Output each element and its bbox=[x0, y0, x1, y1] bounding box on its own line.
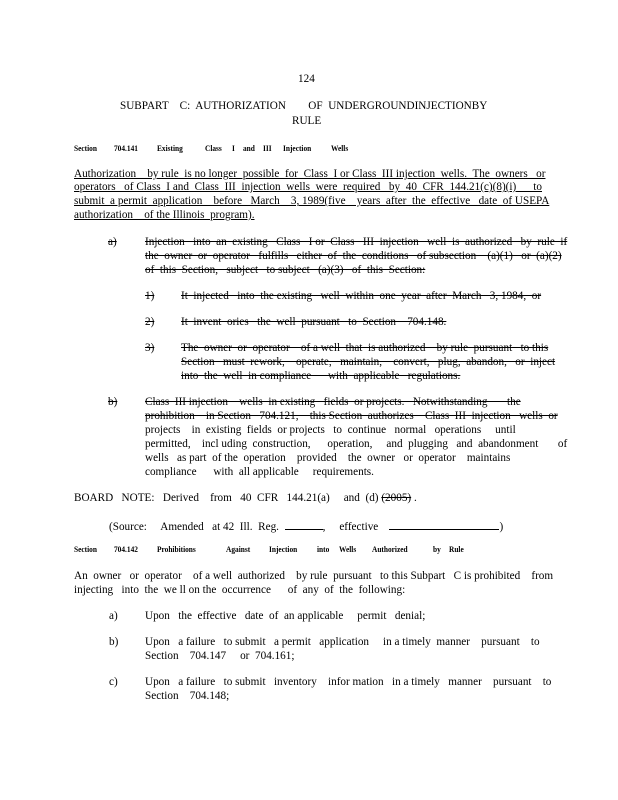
list-label: a) bbox=[109, 610, 118, 622]
struck-line: Class III injection wells in existing fields or projects. Notwithstanding the bbox=[145, 396, 521, 408]
list-item: Upon a failure to submit inventory infor mation in a timely manner pursuant to bbox=[145, 676, 552, 688]
paragraph-line: submit a permit application before March 3, 1989(five years after the effective date of USEPA bbox=[74, 195, 550, 207]
section-title-word: by bbox=[433, 545, 441, 554]
subsection-label: b) bbox=[108, 396, 118, 408]
section-title-word: Injection bbox=[283, 144, 312, 153]
source-blank-reg bbox=[285, 518, 323, 530]
paragraph-line: permitted, incl uding construction, operation, and plugging and abandonment of bbox=[145, 438, 568, 450]
struck-line: Section must rework, operate, maintain, convert, plug, abandon, or inject bbox=[181, 356, 556, 368]
paragraph-line: injecting into the we ll on the occurrence of any of the following: bbox=[74, 584, 406, 596]
struck-line: prohibition in Section 704.121, this Section authorizes Class III injection wells or bbox=[145, 410, 558, 422]
section-title-word: Injection bbox=[269, 545, 298, 554]
list-label: c) bbox=[109, 676, 118, 688]
section-title-word: I bbox=[232, 144, 235, 153]
list-item: Section 704.147 or 704.161; bbox=[145, 650, 295, 662]
section-title-word: and bbox=[243, 144, 255, 153]
source-comma: , bbox=[322, 521, 326, 533]
subpart-heading: SUBPART C: AUTHORIZATION OF UNDERGROUNDINJECTIONBY bbox=[120, 100, 488, 112]
section-title-word: into bbox=[317, 545, 330, 554]
subsection-label: 2) bbox=[145, 316, 155, 328]
paragraph-line: wells as part of the operation provided the owner or operator maintains bbox=[145, 452, 511, 464]
section-label: Section bbox=[74, 144, 97, 153]
section-title-word: Authorized bbox=[372, 545, 408, 554]
section-title-word: Class bbox=[205, 144, 222, 153]
subsection-label: 1) bbox=[145, 290, 155, 302]
paragraph-line: authorization of the Illinois program). bbox=[74, 209, 255, 221]
section-title-word: Prohibitions bbox=[157, 545, 196, 554]
list-label: b) bbox=[109, 636, 119, 648]
list-item: Section 704.148; bbox=[145, 690, 230, 702]
section-title-word: Rule bbox=[449, 545, 464, 554]
struck-line: The owner or operator of a well that is authorized by rule pursuant to this bbox=[181, 342, 549, 354]
subsection-label: 3) bbox=[145, 342, 155, 354]
list-item: Upon the effective date of an applicable permit denial; bbox=[145, 610, 426, 622]
board-note-text: BOARD NOTE: Derived from 40 CFR 144.21(a) and (d) bbox=[74, 492, 379, 504]
section-title-word: Against bbox=[226, 545, 251, 554]
list-item: Upon a failure to submit a permit application in a timely manner pursuant to bbox=[145, 636, 540, 648]
subsection-label: a) bbox=[108, 236, 117, 248]
section-title-word: Wells bbox=[339, 545, 357, 554]
struck-line: the owner or operator fulfills either of the conditions of subsection (a)(1) or (a)(2) bbox=[145, 250, 562, 262]
subpart-heading-line2: RULE bbox=[292, 115, 322, 127]
struck-line: into the well in compliance with applicable regulations. bbox=[181, 370, 461, 382]
struck-line: It invent ories the well pursuant to Section 704.148. bbox=[181, 316, 447, 328]
source-note bbox=[109, 518, 503, 535]
paragraph-line: projects in existing fields or projects to continue normal operations until bbox=[145, 424, 516, 436]
board-note-tail: . bbox=[411, 492, 417, 504]
paragraph-line: An owner or operator of a well authorized by rule pursuant to this Subpart C is prohibited from bbox=[74, 570, 554, 582]
board-note bbox=[74, 491, 417, 506]
board-note-struck: (2005) bbox=[381, 492, 412, 504]
paragraph-line: compliance with all applicable requirements. bbox=[145, 466, 374, 478]
paragraph-line: Authorization by rule is no longer possible for Class I or Class III injection wells. The owners or bbox=[74, 168, 546, 180]
section-label: Section bbox=[74, 545, 97, 554]
struck-line: Injection into an existing Class I or Class III injection well is authorized by rule if bbox=[145, 236, 568, 248]
source-close: ) bbox=[499, 521, 504, 533]
source-prefix: (Source: Amended at 42 Ill. Reg. bbox=[109, 521, 279, 533]
section-title-word: Existing bbox=[157, 144, 183, 153]
struck-line: of this Section, subject to subject (a)(3) of this Section: bbox=[145, 264, 426, 276]
section-title-word: Wells bbox=[331, 144, 349, 153]
paragraph-line: operators of Class I and Class III injection wells were required by 40 CFR 144.21(c)(8)(i) to bbox=[74, 181, 542, 193]
source-blank-date bbox=[389, 518, 499, 530]
section-number: 704.141 bbox=[114, 144, 138, 153]
section-number: 704.142 bbox=[114, 545, 138, 554]
struck-line: It injected into the existing well within one year after March 3, 1984, or bbox=[181, 290, 542, 302]
page-number: 124 bbox=[298, 73, 315, 85]
source-effective: effective bbox=[339, 521, 379, 533]
section-title-word: III bbox=[263, 144, 272, 153]
